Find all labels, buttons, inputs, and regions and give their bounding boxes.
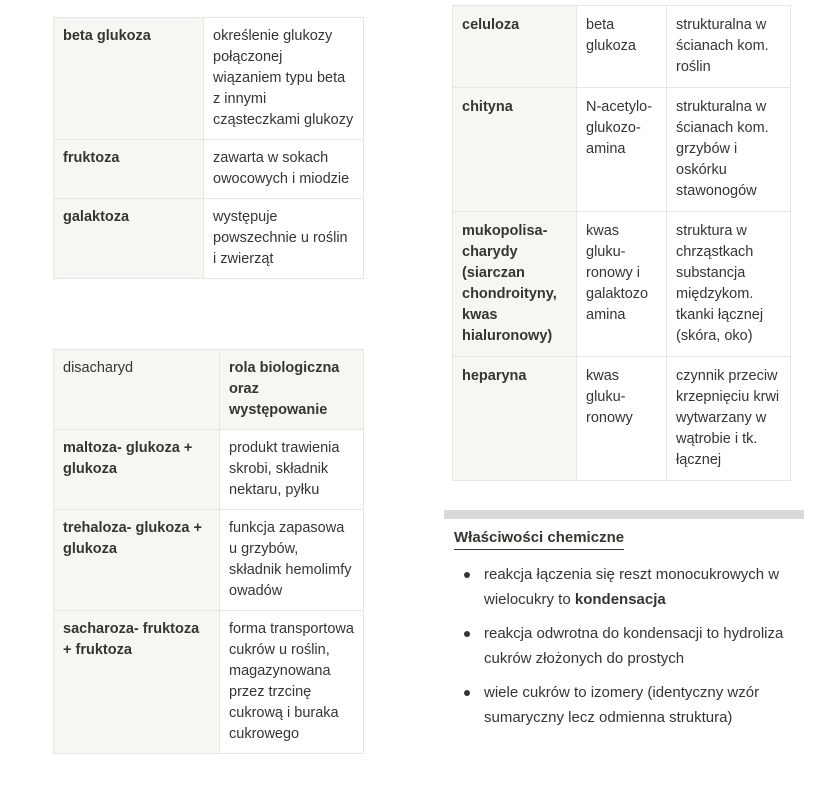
cell-name: galaktoza [54,199,204,279]
item-text: reakcja łączenia się reszt monocukrowych w wielocukry to [484,566,780,608]
item-bold: kondensacja [574,591,666,608]
table-row [54,199,364,279]
cell-name: maltoza- glukoza + glukoza [54,430,220,510]
cell-name: mukopolisa-charydy (siarczan chondroityny, kwas hialuronowy) [453,212,577,357]
list-item [462,562,822,612]
cell-role: struktura w chrząstkach substancja międzykom. tkanki łącznej (skóra, oko) [667,212,791,357]
cell-unit: N-acetylo-glukozo-amina [577,88,667,212]
header-role: rola biologiczna oraz występowanie [220,350,364,430]
cell-name: sacharoza- fruktoza + fruktoza [54,611,220,754]
polysaccharide-table [452,5,791,481]
cell-name: celuloza [453,6,577,88]
chem-properties-list [462,562,822,739]
cell-role: strukturalna w ścianach kom. roślin [667,6,791,88]
table-row [54,18,364,140]
table-row [54,430,364,510]
cell-name: trehaloza- glukoza + glukoza [54,510,220,611]
cell-desc: zawarta w sokach owocowych i miodzie [204,140,364,199]
cell-desc: funkcja zapasowa u grzybów, składnik hemolimfy owadów [220,510,364,611]
list-item [462,621,822,671]
item-text: wiele cukrów to izomery (identyczny wzór sumaryczny lecz odmienna struktura) [484,684,760,726]
cell-desc: forma transportowa cukrów u roślin, magazynowana przez trzcinę cukrową i buraka cukrowego [220,611,364,754]
cell-name: chityna [453,88,577,212]
header-disacharyd: disacharyd [54,350,220,430]
disaccharide-table [53,349,364,754]
list-item [462,680,822,730]
cell-desc: produkt trawienia skrobi, składnik nektaru, pyłku [220,430,364,510]
cell-role: strukturalna w ścianach kom. grzybów i oskórku stawonogów [667,88,791,212]
table-row [453,6,791,88]
item-text: reakcja odwrotna do kondensacji to hydroliza cukrów złożonych do prostych [484,625,784,667]
cell-role: czynnik przeciw krzepnięciu krwi wytwarzany w wątrobie i tk. łącznej [667,357,791,481]
table-header-row [54,350,364,430]
cell-name: heparyna [453,357,577,481]
cell-desc: występuje powszechnie u roślin i zwierząt [204,199,364,279]
cell-unit: kwas gluku-ronowy i galaktozo amina [577,212,667,357]
monosaccharide-table [53,17,364,279]
section-divider [444,510,804,519]
table-row [453,88,791,212]
table-row [453,212,791,357]
table-row [54,510,364,611]
table-row [453,357,791,481]
cell-unit: beta glukoza [577,6,667,88]
table-row [54,140,364,199]
cell-unit: kwas gluku-ronowy [577,357,667,481]
cell-name: fruktoza [54,140,204,199]
cell-desc: określenie glukozy połączonej wiązaniem typu beta z innymi cząsteczkami glukozy [204,18,364,140]
cell-name: beta glukoza [54,18,204,140]
section-heading: Właściwości chemiczne [454,528,624,550]
table-row [54,611,364,754]
